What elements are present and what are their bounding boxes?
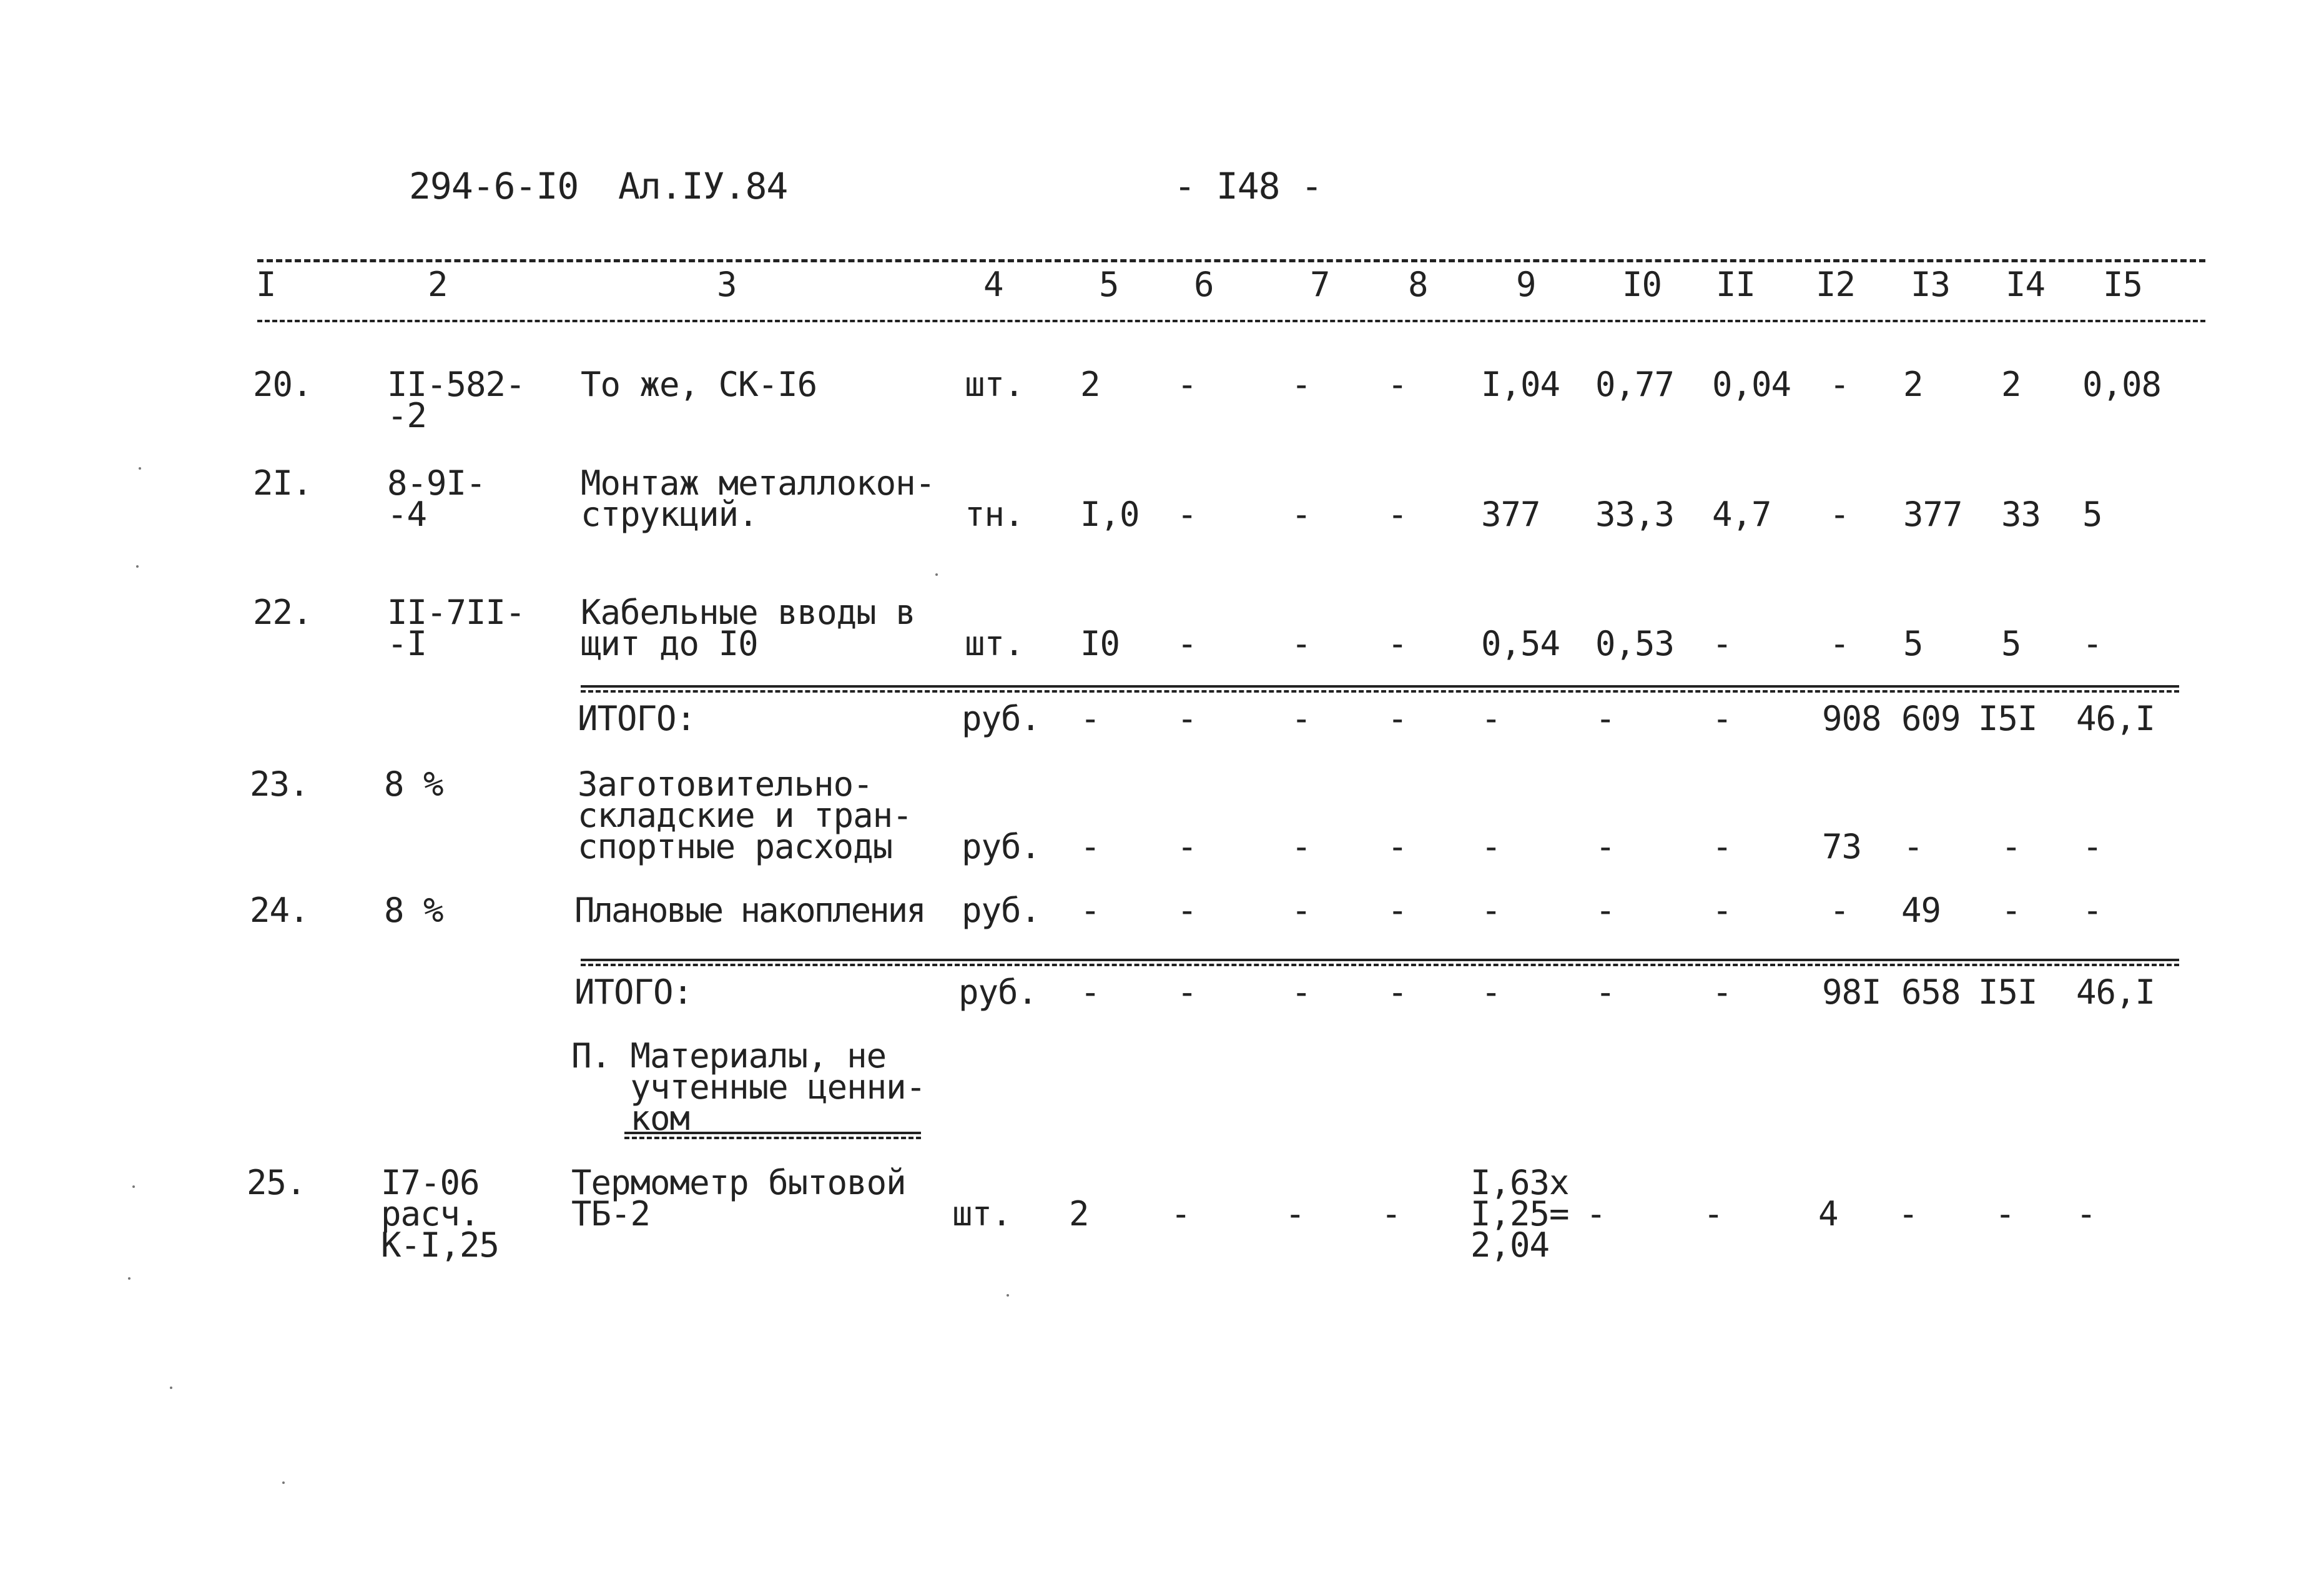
cell-9: 377	[1481, 495, 1540, 534]
cell-14: 2	[2001, 365, 2021, 404]
scan-speck	[1007, 1294, 1009, 1297]
cell-12: 73	[1822, 827, 1862, 866]
cell-14: -	[1995, 1194, 2015, 1234]
column-number: 9	[1516, 265, 1536, 304]
cell-11: 0,04	[1712, 365, 1791, 404]
column-number: 7	[1310, 265, 1330, 304]
unit: шт.	[965, 365, 1024, 404]
column-number: I3	[1911, 265, 1951, 304]
norm-code: I7-06	[381, 1163, 480, 1202]
cell-14: I5I	[1978, 972, 2037, 1012]
column-number: I4	[2006, 265, 2046, 304]
column-number: I0	[1622, 265, 1662, 304]
row-number: 20.	[253, 365, 312, 404]
column-number: 4	[983, 265, 1003, 304]
cell-8: -	[1387, 365, 1407, 404]
norm-code: II-582-	[387, 365, 525, 404]
work-name: спортные расходы	[578, 827, 893, 866]
cell-13: 377	[1903, 495, 1962, 534]
subtotal-rule	[581, 959, 2179, 966]
column-number: II	[1716, 265, 1756, 304]
cell-7: -	[1291, 891, 1311, 930]
cell-9: -	[1481, 699, 1501, 738]
cell-6: -	[1177, 624, 1197, 663]
cell-9: 2,04	[1470, 1225, 1550, 1265]
cell-6: -	[1171, 1194, 1191, 1234]
norm-code: -I	[387, 624, 427, 663]
row-number: 2I.	[253, 463, 312, 503]
cell-8: -	[1387, 699, 1407, 738]
scan-speck	[136, 565, 139, 568]
work-name: ТБ-2	[571, 1194, 651, 1234]
cell-13: 2	[1903, 365, 1923, 404]
unit: руб.	[962, 891, 1041, 930]
work-name: Монтаж металлокон-	[581, 463, 935, 503]
work-name: Плановые накопления	[574, 891, 925, 930]
column-number: 5	[1099, 265, 1119, 304]
cell-9: I,63х	[1470, 1163, 1569, 1202]
cell-6: -	[1177, 495, 1197, 534]
cell-15: -	[2082, 827, 2102, 866]
cell-5: -	[1080, 699, 1100, 738]
cell-7: -	[1291, 624, 1311, 663]
cell-11: 4,7	[1712, 495, 1771, 534]
column-number: I2	[1816, 265, 1856, 304]
cell-15: -	[2076, 1194, 2096, 1234]
cell-12: -	[1829, 624, 1849, 663]
cell-6: -	[1177, 972, 1197, 1012]
cell-9: I,25=	[1470, 1194, 1569, 1234]
cell-11: -	[1712, 624, 1732, 663]
cell-15: 46,I	[2076, 699, 2155, 738]
cell-9: -	[1481, 827, 1501, 866]
cell-6: -	[1177, 891, 1197, 930]
cell-12: -	[1829, 365, 1849, 404]
work-name: складские и тран-	[578, 796, 912, 835]
work-name: Термометр бытовой	[571, 1163, 906, 1202]
cell-15: 46,I	[2076, 972, 2155, 1012]
header-bottom-rule	[257, 320, 2205, 322]
norm-code: -4	[387, 495, 427, 534]
cell-8: -	[1381, 1194, 1401, 1234]
section-heading-line: П. Материалы, не	[571, 1036, 887, 1075]
column-number: I	[256, 265, 276, 304]
work-name: щит до I0	[581, 624, 758, 663]
unit: тн.	[965, 495, 1024, 534]
unit: шт.	[965, 624, 1024, 663]
cell-10: 0,53	[1595, 624, 1675, 663]
cell-5: -	[1080, 972, 1100, 1012]
scan-speck	[935, 573, 938, 576]
norm-code: II-7II-	[387, 593, 525, 632]
unit: руб.	[962, 699, 1041, 738]
cell-11: -	[1712, 891, 1732, 930]
cell-15: -	[2082, 891, 2102, 930]
row-number: 25.	[247, 1163, 306, 1202]
unit: шт.	[952, 1194, 1012, 1234]
cell-8: -	[1387, 495, 1407, 534]
cell-8: -	[1387, 972, 1407, 1012]
cell-9: 0,54	[1481, 624, 1560, 663]
cell-6: -	[1177, 365, 1197, 404]
unit: руб.	[958, 972, 1038, 1012]
cell-5: I,0	[1080, 495, 1140, 534]
cell-12: -	[1829, 891, 1849, 930]
cell-7: -	[1291, 699, 1311, 738]
norm-code: 8-9I-	[387, 463, 486, 503]
cell-12: 98I	[1822, 972, 1881, 1012]
cell-8: -	[1387, 891, 1407, 930]
unit: руб.	[962, 827, 1041, 866]
cell-14: 5	[2001, 624, 2021, 663]
section-underline	[624, 1132, 921, 1139]
cell-10: -	[1586, 1194, 1606, 1234]
total-label: ИТОГО:	[574, 972, 693, 1012]
cell-6: -	[1177, 827, 1197, 866]
work-name: Заготовительно-	[578, 764, 873, 804]
row-number: 23.	[250, 764, 309, 804]
work-name: струкций.	[581, 495, 758, 534]
cell-7: -	[1291, 827, 1311, 866]
header-top-rule	[257, 259, 2205, 262]
work-name: То же, СК-I6	[581, 365, 817, 404]
cell-10: -	[1595, 827, 1615, 866]
cell-13: 5	[1903, 624, 1923, 663]
cell-5: 2	[1080, 365, 1100, 404]
cell-9: -	[1481, 891, 1501, 930]
norm-code: -2	[387, 396, 427, 435]
cell-10: -	[1595, 891, 1615, 930]
cell-11: -	[1703, 1194, 1723, 1234]
work-name: Кабельные вводы в	[581, 593, 915, 632]
cell-5: -	[1080, 827, 1100, 866]
cell-13: 49	[1901, 891, 1941, 930]
cell-10: 0,77	[1595, 365, 1675, 404]
section-heading-line: ком	[571, 1099, 690, 1138]
cell-13: 658	[1901, 972, 1961, 1012]
cell-5: I0	[1080, 624, 1120, 663]
section-heading-line: учтенные ценни-	[571, 1067, 926, 1107]
album-number: Ал.IУ.84	[618, 165, 788, 207]
norm-code: 8 %	[384, 891, 443, 930]
cell-5: 2	[1069, 1194, 1089, 1234]
scan-speck	[282, 1481, 285, 1484]
cell-11: -	[1712, 972, 1732, 1012]
cell-14: -	[2001, 891, 2021, 930]
total-label: ИТОГО:	[578, 699, 696, 738]
cell-10: -	[1595, 699, 1615, 738]
scan-speck	[139, 467, 141, 470]
column-number: 6	[1194, 265, 1214, 304]
cell-8: -	[1387, 624, 1407, 663]
cell-15: 0,08	[2082, 365, 2162, 404]
scan-speck	[132, 1185, 135, 1188]
cell-12: -	[1829, 495, 1849, 534]
cell-5: -	[1080, 891, 1100, 930]
norm-code: расч.	[381, 1194, 480, 1234]
cell-7: -	[1291, 365, 1311, 404]
row-number: 24.	[250, 891, 309, 930]
cell-13: 609	[1901, 699, 1961, 738]
column-number: I5	[2103, 265, 2143, 304]
norm-code: К-I,25	[381, 1225, 500, 1265]
scan-speck	[128, 1277, 130, 1280]
cell-9: I,04	[1481, 365, 1560, 404]
cell-14: 33	[2001, 495, 2041, 534]
cell-7: -	[1291, 495, 1311, 534]
column-number: 3	[717, 265, 737, 304]
cell-14: -	[2001, 827, 2021, 866]
cell-6: -	[1177, 699, 1197, 738]
cell-12: 4	[1818, 1194, 1838, 1234]
cell-13: -	[1903, 827, 1923, 866]
cell-10: 33,3	[1595, 495, 1675, 534]
cell-13: -	[1898, 1194, 1918, 1234]
column-number: 8	[1408, 265, 1428, 304]
cell-14: I5I	[1978, 699, 2037, 738]
cell-8: -	[1387, 827, 1407, 866]
row-number: 22.	[253, 593, 312, 632]
cell-15: -	[2082, 624, 2102, 663]
norm-code: 8 %	[384, 764, 443, 804]
cell-11: -	[1712, 827, 1732, 866]
cell-11: -	[1712, 699, 1732, 738]
page-number: - I48 -	[1174, 165, 1322, 207]
cell-7: -	[1291, 972, 1311, 1012]
document-code: 294-6-I0	[409, 165, 579, 207]
cell-15: 5	[2082, 495, 2102, 534]
cell-7: -	[1285, 1194, 1305, 1234]
subtotal-rule	[581, 685, 2179, 693]
cell-10: -	[1595, 972, 1615, 1012]
cell-12: 908	[1822, 699, 1881, 738]
scan-speck	[170, 1387, 172, 1389]
cell-9: -	[1481, 972, 1501, 1012]
column-number: 2	[428, 265, 448, 304]
